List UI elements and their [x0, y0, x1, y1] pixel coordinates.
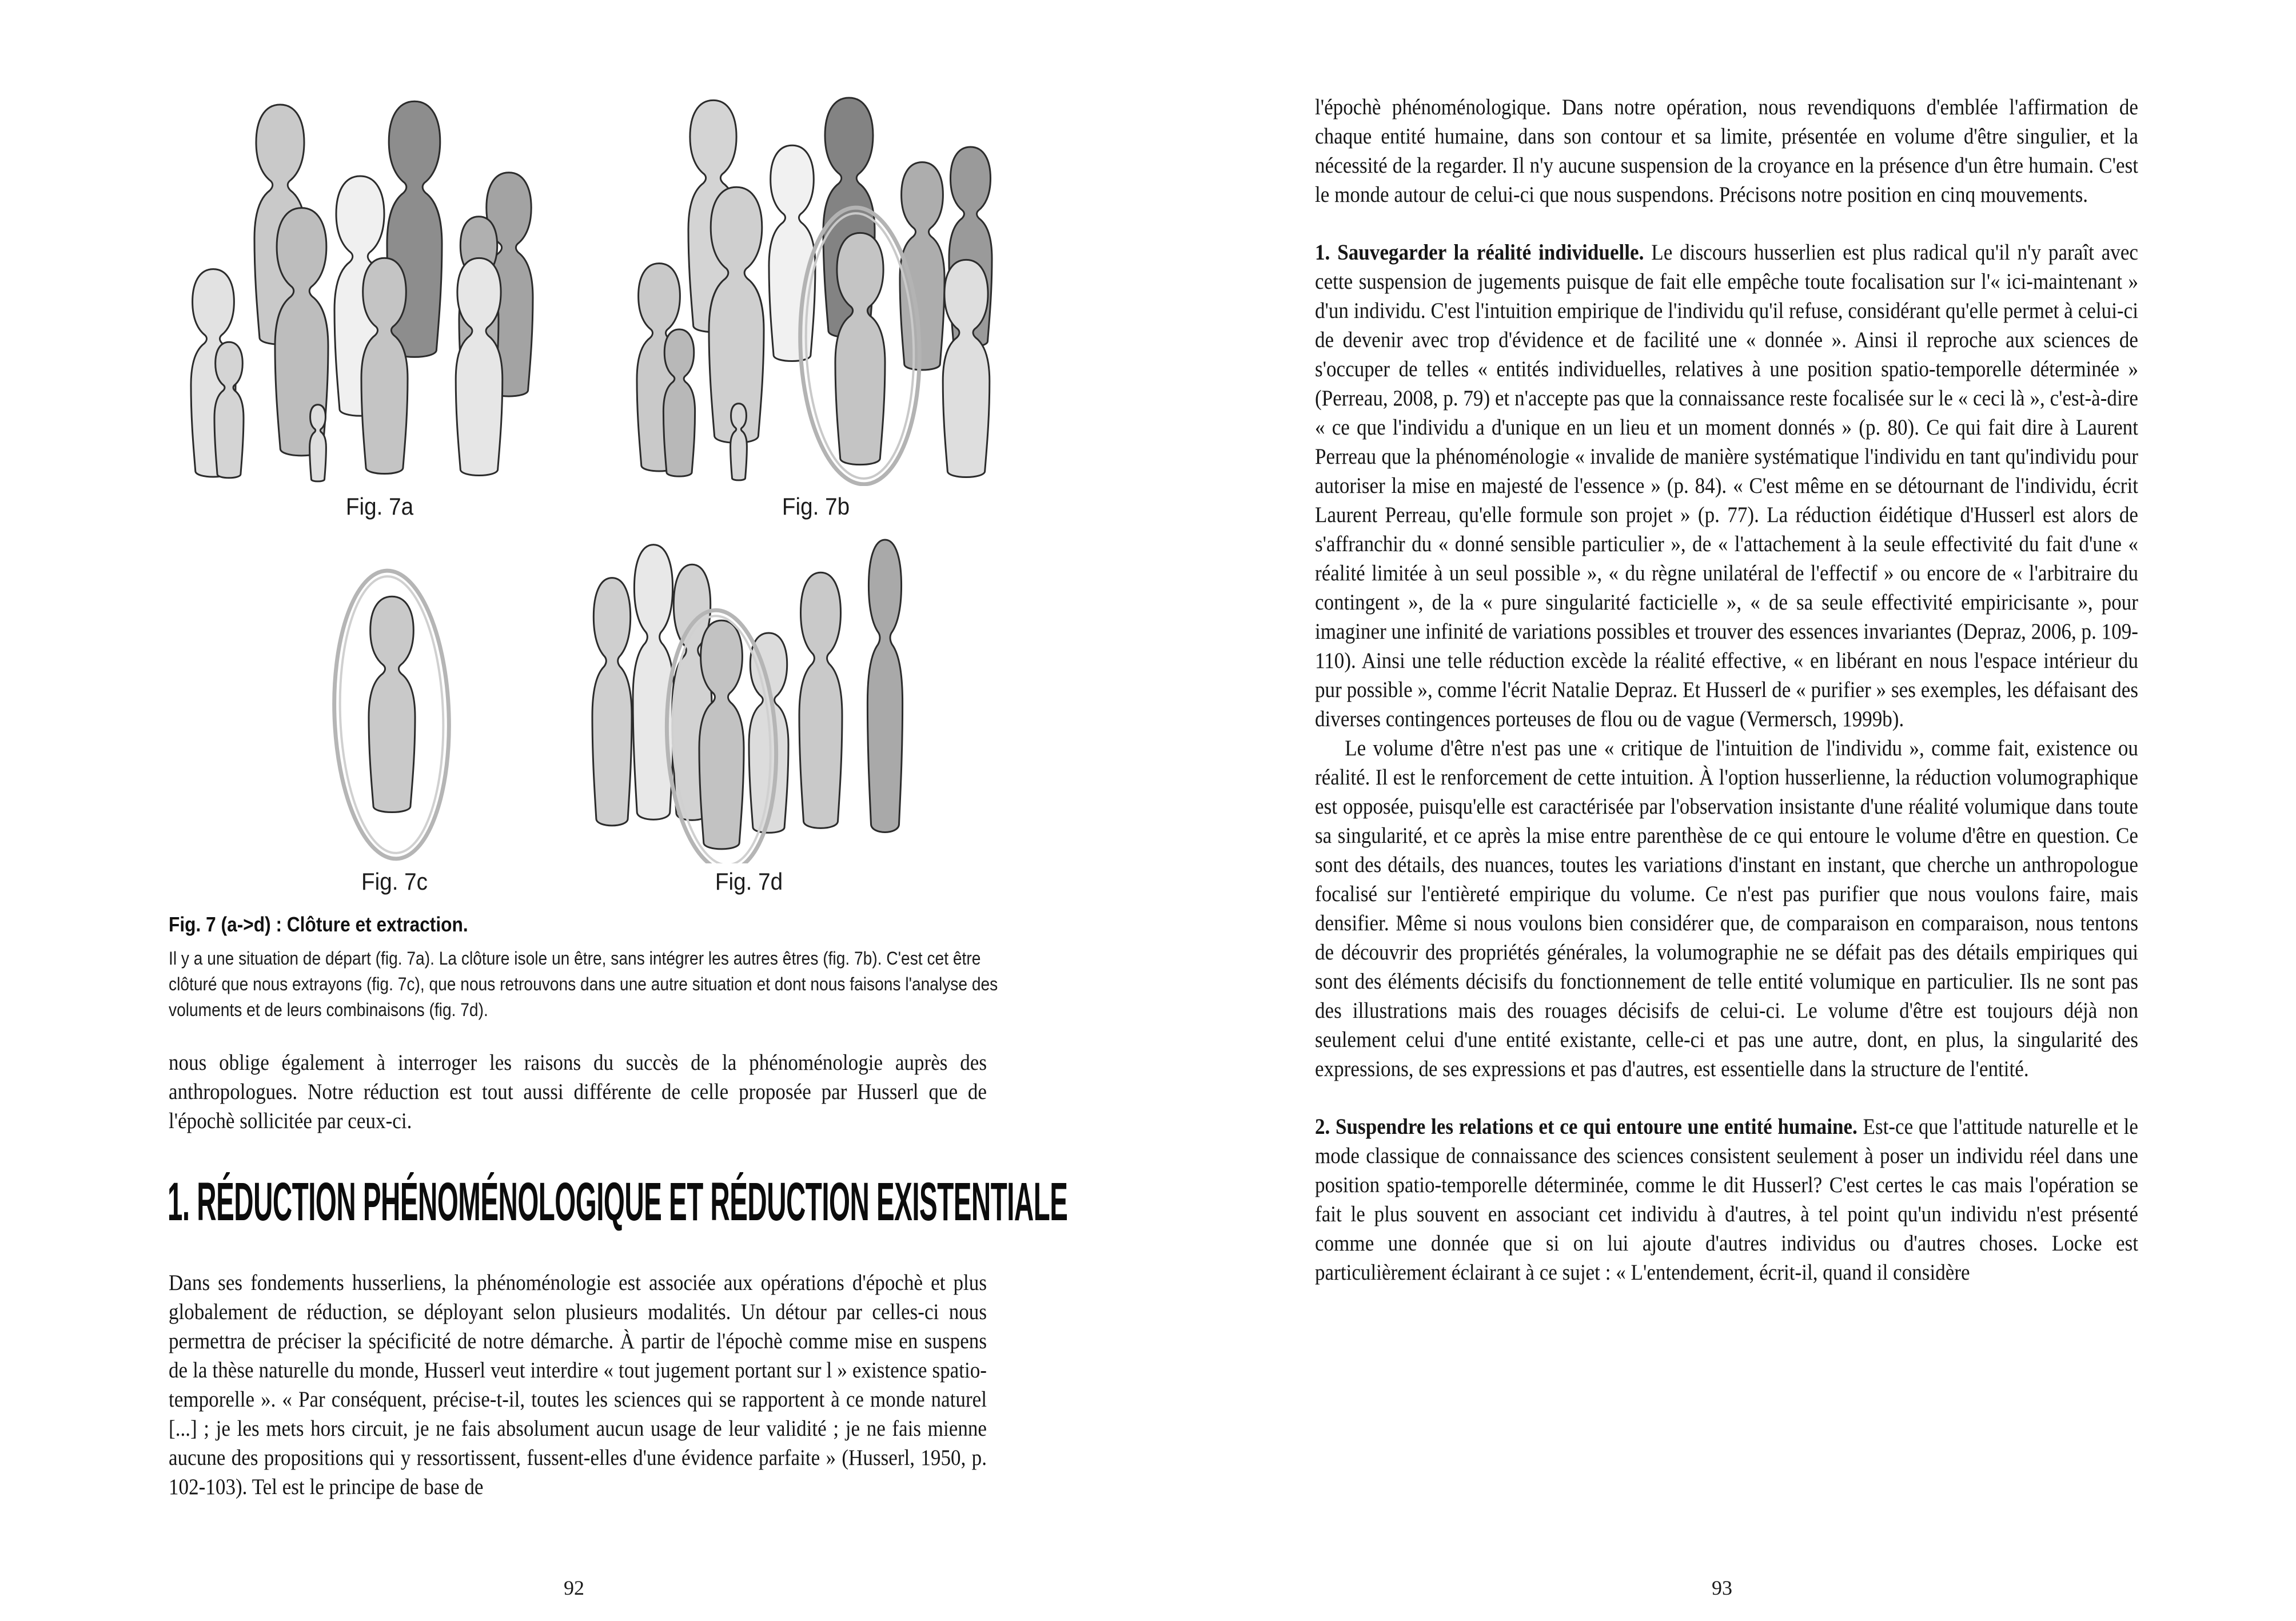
- paragraph-text: l'épochè phénoménologique. Dans notre opération, nous revendiquons d'emblée l'affirmation de chaque entité humaine, dans son contour et sa limite, présentée en volume d'être singulier, et la nécessité de la regarder. Il n'y aucune suspension de la croyance en la présence d'un être humain. C'est le monde autour de celui-ci que nous suspendons. Précisons notre position en cinq mouvements.: [1315, 95, 2138, 207]
- paragraph-lead-bold: 1. Sauvegarder la réalité individuelle.: [1315, 240, 1644, 265]
- paragraph: [1315, 238, 2138, 734]
- figure-caption-body: Il y a une situation de départ (fig. 7a). La clôture isole un être, sans intégrer les autres êtres (fig. 7b). C'est cet être clôturé que nous extrayons (fig. 7c), que nous retrouvons dans une autre situation et dont nous faisons l'analyse des voluments et de leurs combinaisons (fig. 7d).: [169, 948, 998, 1020]
- left-paragraph-intro: [169, 1048, 987, 1136]
- figure-7c-extracted-being-illustration: [274, 546, 515, 866]
- figure-7a-crowd-illustration: [172, 86, 606, 486]
- figure-7b-label: Fig. 7b: [782, 493, 850, 520]
- paragraph: nous oblige également à interroger les raisons du succès de la phénoménologie auprès des anthropologues. Notre réduction est tout aussi différente de celle proposée par Husserl que de l'épochè sollicitée par ceux-ci.: [169, 1050, 987, 1133]
- figure-caption: [169, 913, 1141, 1023]
- section-heading: 1. RÉDUCTION PHÉNOMÉNOLOGIQUE ET RÉDUCTION EXISTENTIALE: [168, 1172, 1068, 1232]
- left-paragraph-body: [169, 1268, 987, 1501]
- figure-7d-new-situation-illustration: [563, 520, 940, 863]
- right-text-column: [1315, 93, 2138, 1287]
- paragraph: Dans ses fondements husserliens, la phénoménologie est associée aux opérations d'épochè et plus globalement de réduction, se déployant selon plusieurs modalités. Un détour par celles-ci nous permettra de préciser la spécificité de notre démarche. À partir de l'épochè comme mise en suspens de la thèse naturelle du monde, Husserl veut interdire « tout jugement portant sur l » existence spatio-temporelle ». « Par conséquent, précise-t-il, toutes les sciences qui se rapportent à ce monde naturel [...] ; je les mets hors circuit, je ne fais absolument aucun usage de leur validité ; je ne fais mienne aucune des propositions qui y ressortissent, fussent-elles d'une évidence parfaite » (Husserl, 1950, p. 102-103). Tel est le principe de base de: [169, 1270, 987, 1499]
- paragraph-text: Le discours husserlien est plus radical qu'il n'y paraît avec cette suspension de jugements puisque de fait elle empêche toute focalisation sur l'« ici-maintenant » d'un individu. C'est l'intuition empirique de l'individu qu'il refuse, considérant qu'elle permet à celui-ci de devenir avec trop d'évidence et de facilité une « donnée ». Ainsi il reproche aux sciences de s'occuper de telles « entités individuelles, relatives à une position spatio-temporelle déterminée » (Perreau, 2008, p. 79) et n'accepte pas que la connaissance reste focalisée sur le « ceci là », c'est-à-dire « ce que l'individu a d'unique en un lieu et un moment donnés » (p. 80). Ce qui fait dire à Laurent Perreau que la phénoménologie « invalide de manière systématique l'individu en tant qu'individu pour autoriser la mise en majesté de l'essence » (p. 84). « C'est même en se détournant de l'individu, écrit Laurent Perreau, qu'elle formule son projet » (p. 77). La réduction éidétique d'Husserl est alors de s'affranchir du « donné sensible particulier », de « l'attachement à la seule effectivité du fait d'une « réalité limitée à un seul possible », « du règne unilatéral de l'effectif » ou encore de « l'arbitraire du contingent », de la « pure singularité facticielle », « de sa seule effectivité empiricisante », pour imaginer une infinité de variations possibles et trouver des essences invariantes (Depraz, 2006, p. 109-110). Ainsi une telle réduction excède la réalité effective, « en libérant en nous l'espace intérieur du pur possible », comme l'écrit Natalie Depraz. Et Husserl de « purifier » ses exemples, les défaisant des diverses contingences porteuses de flou ou de vague (Vermersch, 1999b).: [1315, 240, 2138, 731]
- figure-7b-crowd-circled-illustration: [617, 86, 1052, 486]
- paragraph: [1315, 1112, 2138, 1287]
- paragraph-text: Le volume d'être n'est pas une « critique de l'intuition de l'individu », comme fait, existence ou réalité. Il est le renforcement de cette intuition. À l'option husserlienne, la réduction volumographique est opposée, puisqu'elle est caractérisée par l'observation insistante d'une réalité volumique dans toute sa singularité, et ce après la mise entre parenthèse de ce qui entoure le volume d'être en question. Ce sont des détails, des nuances, toutes les variations d'instant en instant, que cherche un anthropologue focalisé sur l'entièreté empirique du volume. Ce n'est pas purifier que nous voulons faire, mais densifier. Même si nous voulons bien considérer que, de comparaison en comparaison, nous tentons de découvrir des propriétés générales, la volumographie ne se défait pas des détails empiriques qui sont des éléments décisifs du fonctionnement de telle entité volumique en particulier. Ils ne sont pas des illustrations mais des rouages décisifs de celui-ci. Le volume d'être est toujours déjà non seulement celui d'une entité existante, celle-ci et pas une autre, dont, en plus, la singularité des expressions, de ses expressions et pas d'autres, est essentielle dans la structure de l'entité.: [1315, 736, 2138, 1081]
- paragraph: [1315, 93, 2138, 209]
- figure-7a-label: Fig. 7a: [345, 493, 414, 520]
- page-number-right: 93: [1712, 1576, 1732, 1599]
- figure-7c-label: Fig. 7c: [361, 868, 428, 895]
- figure-caption-title: Fig. 7 (a->d) : Clôture et extraction.: [169, 913, 468, 936]
- figure-7d-label: Fig. 7d: [715, 868, 783, 895]
- paragraph-lead-bold: 2. Suspendre les relations et ce qui entoure une entité humaine.: [1315, 1114, 1857, 1139]
- paragraph-text: Est-ce que l'attitude naturelle et le mode classique de connaissance des sciences consistent seulement à poser un individu réel dans une position spatio-temporelle déterminée, comme le dit Husserl? C'est certes le cas mais l'opération se fait le plus souvent en associant cet individu à d'autres, à tel point qu'un individu n'est présenté comme une donnée que si on lui ajoute d'autres individus ou d'autres choses. Locke est particulièrement éclairant à ce sujet : « L'entendement, écrit-il, quand il considère: [1315, 1114, 2139, 1285]
- paragraph: [1315, 734, 2138, 1084]
- page-number-left: 92: [564, 1576, 584, 1599]
